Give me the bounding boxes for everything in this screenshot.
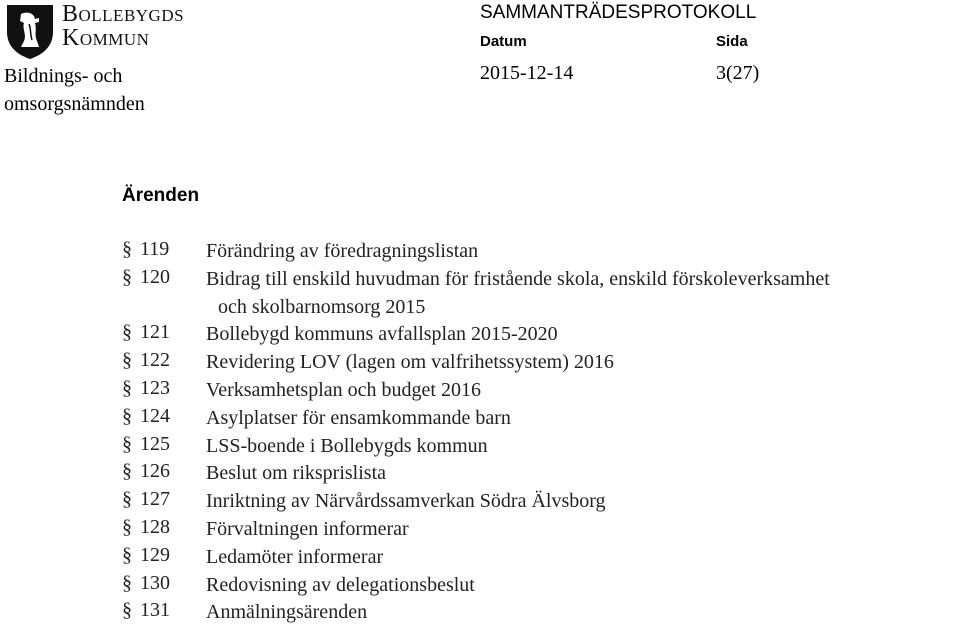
agenda-item-line: Bidrag till enskild huvudman för fristående skola, enskild förskoleverksamhet [206,267,830,290]
agenda-item-title [206,516,960,544]
agenda-item [122,599,960,627]
agenda-item-line: Förvaltningen informerar [206,517,409,540]
agenda-item-number: 126 [140,460,170,483]
agenda-item-number: 121 [140,321,170,344]
agenda-item-number: 119 [140,238,170,260]
agenda-item-line: Asylplatser för ensamkommande barn [206,406,511,429]
agenda-item-line: och skolbarnomsorg 2015 [218,295,426,318]
section-symbol: § [122,571,132,594]
section-symbol: § [122,488,132,511]
section-symbol: § [122,543,132,566]
section-symbol: § [122,349,132,372]
coat-of-arms-icon [4,2,56,60]
agenda-item-number: 120 [140,265,170,288]
agenda-item-line: Redovisning av delegationsbeslut [206,573,475,596]
agenda-item-number: 130 [140,571,170,594]
agenda-item-number: 125 [140,432,170,455]
agenda-item-title [206,433,960,461]
logo-wordmark [62,2,184,50]
agenda-item [122,238,960,266]
date-label: Datum [480,33,527,50]
agenda-item [122,572,960,600]
agenda-item [122,405,960,433]
date-value: 2015-12-14 [480,62,574,84]
agenda-item-number: 131 [140,599,170,622]
agenda-item-number: 127 [140,488,170,511]
organization-name: Bildnings- och omsorgsnämnden [4,65,145,115]
agenda-item-title [206,544,960,572]
logo-line-1: Bollebygds [62,1,185,27]
agenda-item [122,516,960,544]
agenda-item-line: Revidering LOV (lagen om valfrihetssystem) 2016 [206,351,614,374]
section-symbol: § [122,265,132,288]
agenda-item [122,433,960,461]
agenda-item-line: Ledamöter informerar [206,545,384,568]
page-label: Sida [716,33,748,50]
agenda-item-line: LSS-boende i Bollebygds kommun [206,434,488,457]
agenda-item [122,321,960,349]
agenda-item-number: 122 [140,349,170,372]
agenda-item [122,266,960,322]
agenda-item-line: Bollebygd kommuns avfallsplan 2015-2020 [206,323,558,346]
agenda-item-title [206,377,960,405]
agenda-item [122,349,960,377]
section-heading: Ärenden [122,185,200,206]
agenda-item-number: 123 [140,376,170,399]
agenda-item-title [206,349,960,377]
section-symbol: § [122,238,132,260]
agenda-item-line: Inriktning av Närvårdssamverkan Södra Älvsborg [206,490,606,513]
section-symbol: § [122,460,132,483]
agenda-item-title [206,238,960,266]
section-symbol: § [122,376,132,399]
section-symbol: § [122,321,132,344]
section-symbol: § [122,599,132,622]
agenda-item-title [206,572,960,600]
agenda-item-line: Anmälningsärenden [206,601,368,624]
section-symbol: § [122,432,132,455]
agenda-item-number: 129 [140,543,170,566]
agenda-item [122,377,960,405]
agenda-item-title [206,405,960,433]
agenda-item-line: Beslut om riksprislista [206,462,386,485]
agenda-item-line: Verksamhetsplan och budget 2016 [206,378,481,401]
logo-line-2: Kommun [62,25,150,51]
section-symbol: § [122,404,132,427]
agenda-item-number: 128 [140,515,170,538]
agenda-item [122,544,960,572]
section-symbol: § [122,515,132,538]
agenda-list [122,238,960,627]
agenda-item [122,488,960,516]
page-value: 3(27) [716,62,760,84]
agenda-item-line: Förändring av föredragningslistan [206,240,479,262]
agenda-item-title [206,460,960,488]
agenda-item-number: 124 [140,404,170,427]
agenda-item-title [206,321,960,349]
agenda-item [122,460,960,488]
document-title: SAMMANTRÄDESPROTOKOLL [480,2,757,23]
agenda-item-title [206,266,960,322]
agenda-item-title [206,488,960,516]
agenda-item-title [206,599,960,627]
